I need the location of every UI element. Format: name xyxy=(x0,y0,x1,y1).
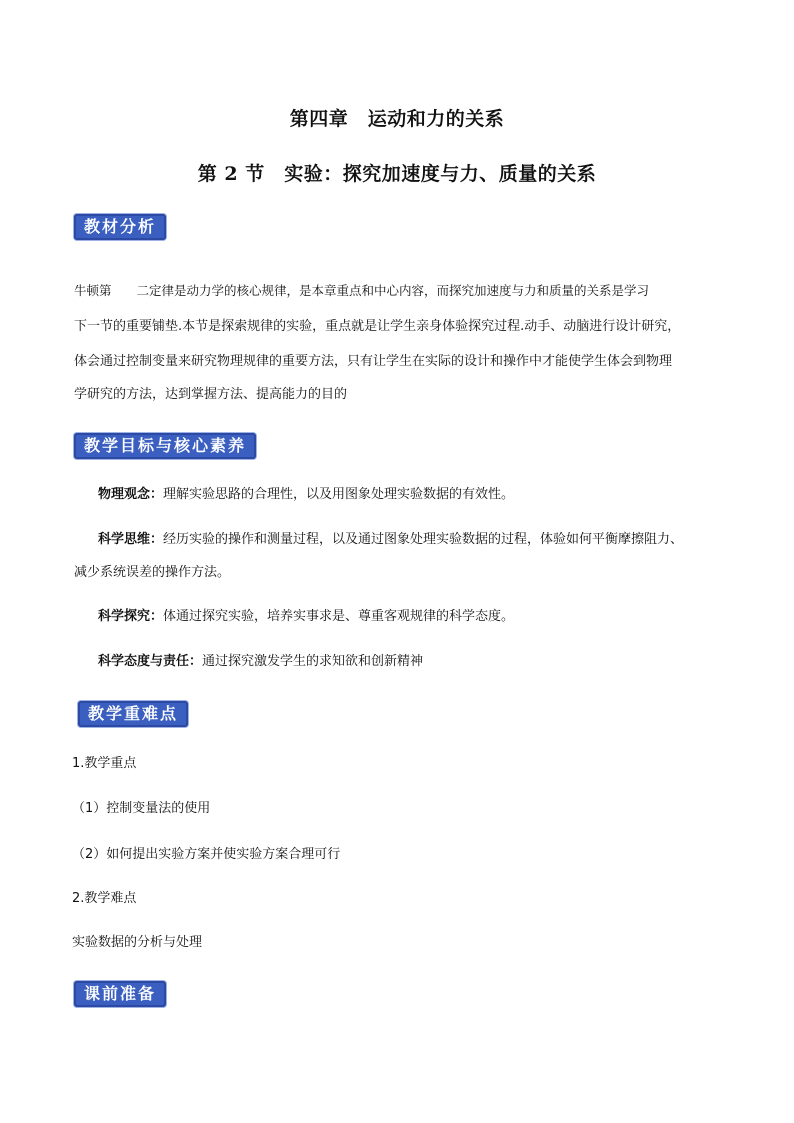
key-points-line-1: 1.教学重点 xyxy=(72,756,137,771)
analysis-line-2: 下一节的重要铺垫.本节是探索规律的实验，重点就是让学生亲身体验探究过程.动手、动脑进行设计研究， xyxy=(74,319,681,334)
objective-text: 体通过探究实验，培养实事求是、尊重客观规律的科学态度。 xyxy=(163,609,515,624)
objective-label: 科学思维： xyxy=(98,532,164,547)
section-title: 第 2 节 实验：探究加速度与力、质量的关系 xyxy=(197,163,597,185)
analysis-heading-badge: 教材分析 xyxy=(74,214,166,240)
key-points-line-5: 实验数据的分析与处理 xyxy=(72,935,203,950)
preparation-heading-badge: 课前准备 xyxy=(74,981,166,1007)
key-points-line-4: 2.教学难点 xyxy=(72,891,137,906)
analysis-line-1: 牛顿第 二定律是动力学的核心规律，是本章重点和中心内容，而探究加速度与力和质量的关系是学习 xyxy=(74,283,650,298)
objective-label: 物理观念： xyxy=(98,487,164,502)
objective-item-4 xyxy=(98,653,423,671)
objective-item-2 xyxy=(98,531,683,549)
objective-item-3 xyxy=(98,608,514,626)
objectives-heading-badge: 教学目标与核心素养 xyxy=(74,433,256,459)
analysis-line-3: 体会通过控制变量来研究物理规律的重要方法，只有让学生在实际的设计和操作中才能使学生体会到物理 xyxy=(74,354,673,369)
objective-item-2-continuation: 减少系统误差的操作方法。 xyxy=(74,565,231,580)
analysis-line-4: 学研究的方法，达到掌握方法、提高能力的目的 xyxy=(74,387,348,402)
key-points-heading-badge: 教学重难点 xyxy=(78,701,188,727)
chapter-title: 第四章 运动和力的关系 xyxy=(289,108,505,130)
objective-item-1 xyxy=(98,486,514,504)
key-points-line-3: （2）如何提出实验方案并使实验方案合理可行 xyxy=(72,847,341,862)
objective-text: 理解实验思路的合理性，以及用图象处理实验数据的有效性。 xyxy=(163,487,515,502)
key-points-line-2: （1）控制变量法的使用 xyxy=(72,801,211,816)
objective-text: 通过探究激发学生的求知欲和创新精神 xyxy=(202,654,424,669)
objective-label: 科学态度与责任： xyxy=(98,654,203,669)
objective-text: 经历实验的操作和测量过程，以及通过图象处理实验数据的过程，体验如何平衡摩擦阻力、 xyxy=(163,532,684,547)
objective-label: 科学探究： xyxy=(98,609,164,624)
